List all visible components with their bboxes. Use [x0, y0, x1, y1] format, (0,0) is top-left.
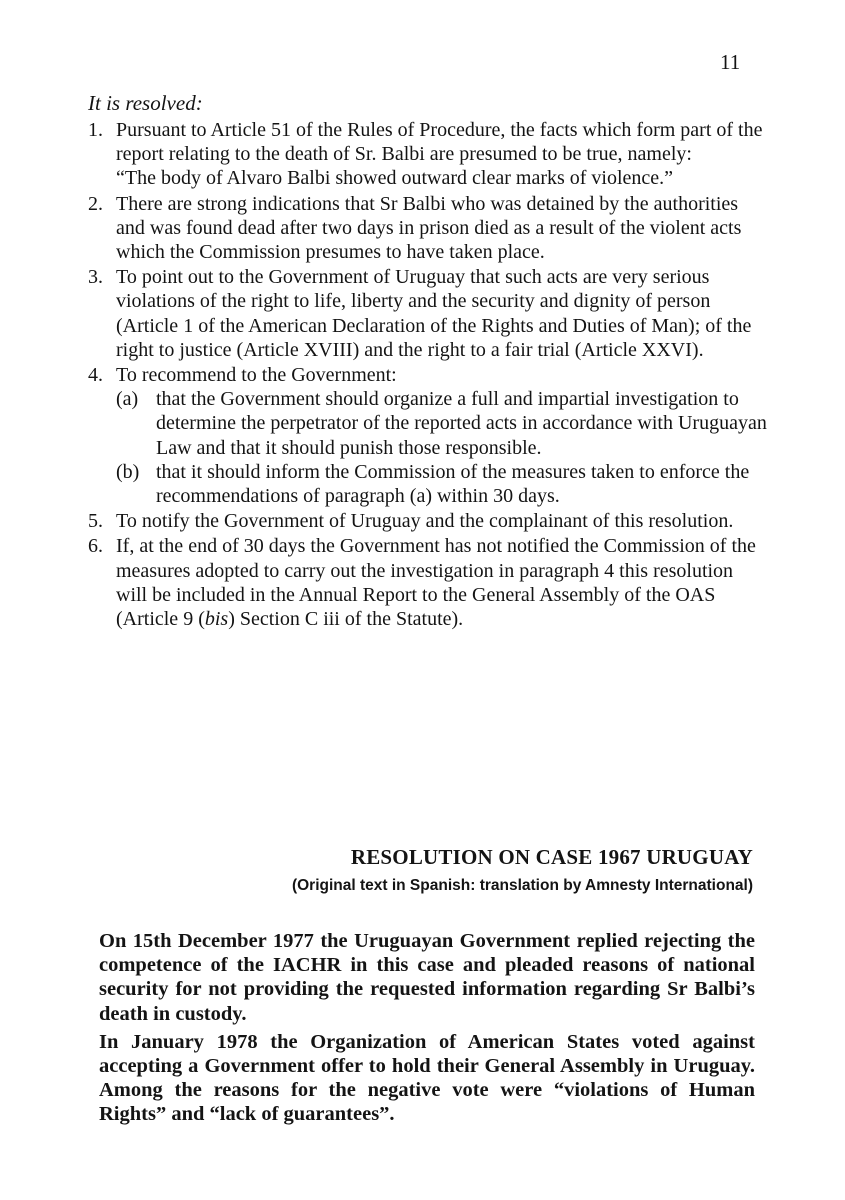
- item-number: 2.: [88, 192, 103, 215]
- paragraph-1: On 15th December 1977 the Uruguayan Government replied rejecting the competence of the IACHR in this case and pleaded reasons of national security for not providing the requested information regarding Sr Balbi’s death in custody.: [99, 930, 755, 1025]
- translation-note: (Original text in Spanish: translation by Amnesty International): [291, 877, 753, 894]
- paragraph-2: In January 1978 the Organization of American States voted against accepting a Government offer to hold their General Assembly in Uruguay. Among the reasons for the negative vote were “violations of Human Rights” and “lack of guarantees”.: [99, 1030, 755, 1126]
- item-text: Pursuant to Article 51 of the Rules of Procedure, the facts which form part of the report relating to the death of Sr. Balbi are presumed to be true, namely:: [116, 119, 763, 166]
- item-text-start: If, at the end of 30 days the Government has not notified the Commission of the measures adopted to carry out the investigation in paragraph 4 this resolution will be included in the Annual Report to the General Assembly of the OAS (Article 9 (: [116, 535, 756, 631]
- item-text: To recommend to the Government:: [116, 364, 397, 387]
- item-text: To point out to the Government of Uruguay that such acts are very serious violations of the right to life, liberty and the security and dignity of person (Article 1 of the American Declaration of the Rights and Duties of Man); of the right to justice (Article XVIII) and the right to a fair trial (Article XXVI).: [116, 266, 752, 361]
- subitem-b: [116, 460, 768, 508]
- subitem-text: that the Government should organize a full and impartial investigation to determine the perpetrator of the reported acts in accordance with Uruguayan Law and that it should punish those responsible.: [156, 388, 767, 459]
- subitem-text: that it should inform the Commission of the measures taken to enforce the recommendations of paragraph (a) within 30 days.: [156, 460, 750, 508]
- resolution-item-1: [88, 118, 768, 191]
- resolution-item-6: [88, 534, 768, 631]
- item-number: 4.: [88, 364, 103, 387]
- item-number: 5.: [88, 510, 103, 533]
- resolution-item-5: [88, 509, 768, 533]
- item-number: 1.: [88, 119, 103, 141]
- body-paragraphs: [99, 929, 755, 1131]
- subitem-a: [116, 387, 768, 460]
- resolved-intro: It is resolved:: [88, 91, 203, 115]
- resolution-item-4: [88, 363, 768, 508]
- item-text: There are strong indications that Sr Balbi who was detained by the authorities and was found dead after two days in prison died as a result of the violent acts which the Commission presumes to have taken place.: [116, 192, 742, 264]
- resolution-heading: RESOLUTION ON CASE 1967 URUGUAY: [350, 845, 753, 869]
- resolution-items: [88, 118, 768, 632]
- page-number: 11: [720, 50, 741, 74]
- item-quote: “The body of Alvaro Balbi showed outward clear marks of violence.”: [116, 167, 674, 190]
- resolution-item-3: [88, 265, 768, 362]
- item-text-end: ) Section C iii of the Statute).: [228, 608, 464, 631]
- subitem-label: (a): [116, 388, 139, 411]
- subitem-label: (b): [116, 460, 140, 483]
- item-text-italic: bis: [204, 608, 229, 631]
- item-number: 6.: [88, 535, 103, 558]
- item-number: 3.: [88, 266, 103, 289]
- resolution-item-2: [88, 192, 768, 265]
- item-text: To notify the Government of Uruguay and the complainant of this resolution.: [116, 510, 734, 533]
